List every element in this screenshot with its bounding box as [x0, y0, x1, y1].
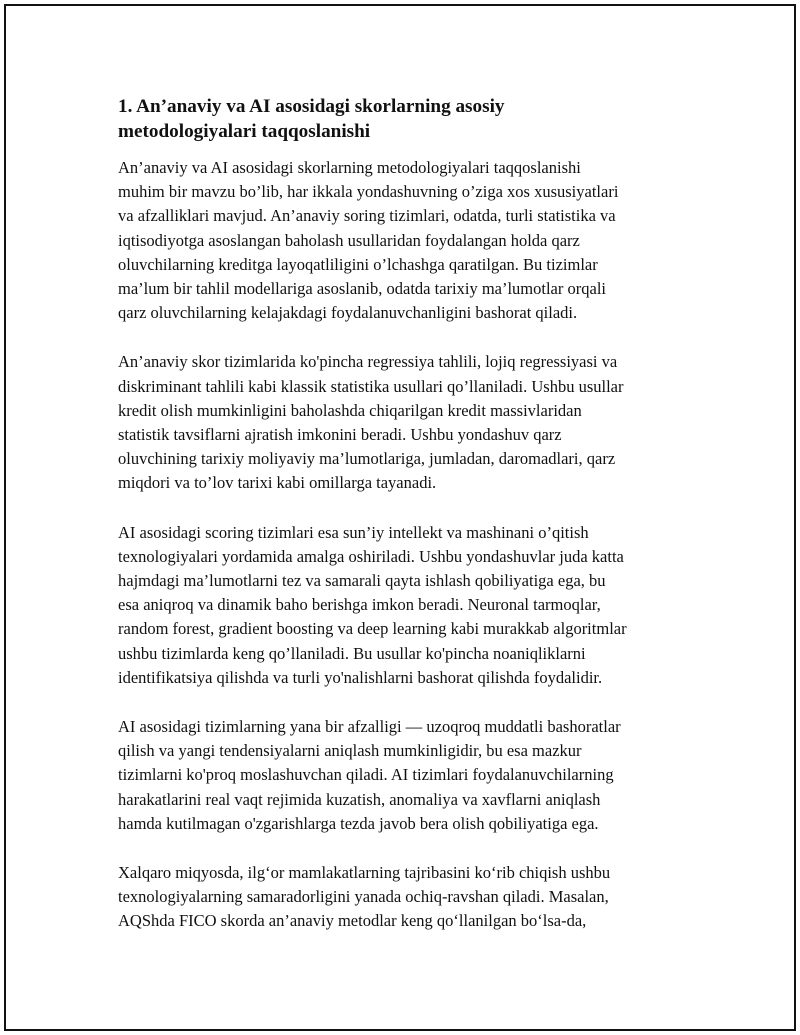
text-line: tizimlarni ko'proq moslashuvchan qiladi. AI tizimlari foydalanuvchilarning	[118, 765, 614, 785]
text-line: oluvchilarning kreditga layoqatliligini o’lchashga qaratilgan. Bu tizimlar	[118, 254, 598, 274]
text-line: An’anaviy va AI asosidagi skorlarning metodologiyalari taqqoslanishi	[118, 158, 581, 177]
text-line: esa aniqroq va dinamik baho berishga imkon beradi. Neuronal tarmoqlar,	[118, 595, 601, 615]
text-line: hamda kutilmagan o'zgarishlarga tezda javob bera olish qobiliyatiga ega.	[118, 813, 599, 833]
heading-line: 1. An’anaviy va AI asosidagi skorlarning asosiy	[118, 96, 505, 117]
paragraph-2	[118, 350, 693, 495]
text-line: hajmdagi ma’lumotlarni tez va samarali qayta ishlash qobiliyatiga ega, bu	[118, 571, 606, 591]
text-line: texnologiyalarning samaradorligini yanada ochiq-ravshan qiladi. Masalan,	[118, 887, 609, 907]
text-line: qarz oluvchilarning kelajakdagi foydalanuvchanligini bashorat qiladi.	[118, 303, 578, 323]
text-line: statistik tavsiflarni ajratish imkonini beradi. Ushbu yondashuv qarz	[118, 425, 562, 445]
paragraph-3	[118, 521, 693, 690]
document-body	[118, 94, 693, 959]
text-line: miqdori va to’lov tarixi kabi omillarga tayanadi.	[118, 473, 437, 493]
text-line: iqtisodiyotga asoslangan baholash usullaridan foydalangan holda qarz	[118, 230, 580, 250]
text-line: Xalqaro miqyosda, ilg‘or mamlakatlarning tajribasini ko‘rib chiqish ushbu	[118, 863, 611, 883]
text-line: ushbu tizimlarda keng qo’llaniladi. Bu usullar ko'pincha noaniqliklarni	[118, 643, 586, 663]
text-line: muhim bir mavzu bo’lib, har ikkala yondashuvning o’ziga xos xususiyatlari	[118, 182, 619, 202]
paragraph-5	[118, 861, 693, 934]
text-line: kredit olish mumkinligini baholashda chiqarilgan kredit massivlaridan	[118, 400, 582, 420]
text-line: oluvchining tarixiy moliyaviy ma’lumotlariga, jumladan, daromadlari, qarz	[118, 449, 616, 469]
text-line: va afzalliklari mavjud. An’anaviy soring tizimlari, odatda, turli statistika va	[118, 206, 616, 226]
text-line: identifikatsiya qilishda va turli yo'nalishlarni bashorat qilishda foydalidir.	[118, 667, 603, 687]
paragraph-1	[118, 156, 693, 325]
heading-line: metodologiyalari taqqoslanishi	[118, 121, 371, 142]
text-line: harakatlarini real vaqt rejimida kuzatish, anomaliya va xavflarni aniqlash	[118, 789, 601, 809]
text-line: An’anaviy skor tizimlarida ko'pincha regressiya tahlili, lojiq regressiyasi va	[118, 352, 618, 372]
text-line: random forest, gradient boosting va deep learning kabi murakkab algoritmlar	[118, 619, 627, 639]
text-line: AI asosidagi scoring tizimlari esa sun’iy intellekt va mashinani o’qitish	[118, 522, 589, 542]
text-line: AQShda FICO skorda an’anaviy metodlar keng qo‘llanilgan bo‘lsa-da,	[118, 911, 587, 931]
text-line: texnologiyalari yordamida amalga oshiriladi. Ushbu yondashuvlar juda katta	[118, 546, 624, 566]
text-line: diskriminant tahlili kabi klassik statistika usullari qo’llaniladi. Ushbu usullar	[118, 376, 624, 396]
text-line: AI asosidagi tizimlarning yana bir afzalligi — uzoqroq muddatli bashoratlar	[118, 717, 621, 737]
paragraph-4	[118, 715, 693, 836]
text-line: ma’lum bir tahlil modellariga asoslanib, odatda tarixiy ma’lumotlar orqali	[118, 279, 606, 299]
text-line: qilish va yangi tendensiyalarni aniqlash mumkinligidir, bu esa mazkur	[118, 741, 582, 761]
section-heading	[118, 94, 693, 144]
